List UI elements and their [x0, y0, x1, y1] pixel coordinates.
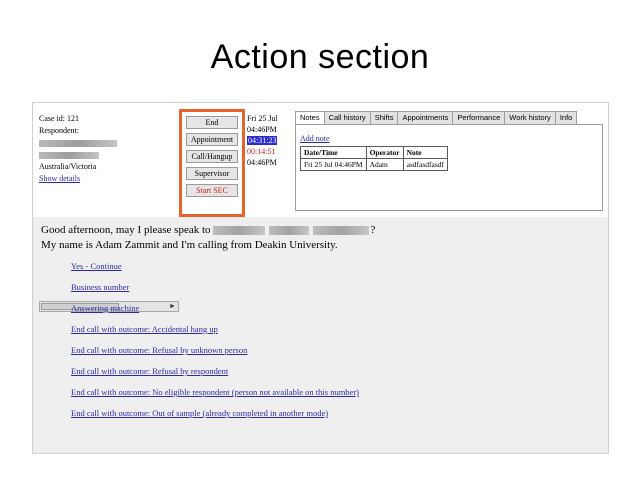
- script-line-1-prefix: Good afternoon, may I please speak to: [41, 224, 211, 236]
- tab-notes[interactable]: Notes: [295, 111, 325, 124]
- start-sec-button[interactable]: Start SEC: [186, 184, 238, 197]
- redacted-script-bar-1: [213, 226, 265, 235]
- call-hangup-button[interactable]: Call/Hangup: [186, 150, 238, 163]
- cell-operator: Adam: [366, 159, 403, 171]
- table-row[interactable]: [301, 159, 448, 171]
- timestamp-time: 04:46PM: [247, 125, 277, 134]
- cell-datetime: Fri 25 Jul 04:46PM: [301, 159, 367, 171]
- interview-script: [41, 223, 601, 253]
- tab-shifts[interactable]: Shifts: [370, 111, 399, 124]
- tab-appointments[interactable]: Appointments: [397, 111, 453, 124]
- notes-table: [300, 146, 448, 171]
- column-note: Note: [403, 147, 448, 159]
- link-out-of-sample[interactable]: End call with outcome: Out of sample (already completed in another mode): [71, 408, 329, 418]
- timestamp-elapsed: 00:14:51: [247, 147, 276, 156]
- script-line-2: My name is Adam Zammit and I'm calling from Deakin University.: [41, 239, 338, 251]
- timestamp-current: 04:46PM: [247, 158, 277, 167]
- scroll-right-arrow-icon[interactable]: ►: [169, 302, 176, 310]
- link-no-eligible-respondent[interactable]: End call with outcome: No eligible respondent (person not available on this number): [71, 387, 359, 397]
- respondent-label: Respondent:: [39, 126, 79, 135]
- tab-panel: [295, 111, 603, 211]
- case-info-block: [39, 113, 159, 185]
- redacted-script-bar-2: [269, 226, 309, 235]
- cell-note: asdfasdfasdf: [403, 159, 448, 171]
- action-section-box: [179, 109, 245, 217]
- redacted-name-bar: [39, 140, 117, 147]
- notes-tab-body: [295, 124, 603, 211]
- link-business-number[interactable]: Business number: [71, 282, 130, 292]
- add-note-link[interactable]: Add note: [300, 134, 330, 143]
- column-datetime: Date/Time: [301, 147, 367, 159]
- page-title: Action section: [210, 38, 430, 76]
- redacted-script-bar-3: [313, 226, 369, 235]
- link-answering-machine[interactable]: Answering machine: [71, 303, 140, 313]
- end-button[interactable]: End: [186, 116, 238, 129]
- case-id-label: Case id: 121: [39, 114, 79, 123]
- tab-call-history[interactable]: Call history: [324, 111, 371, 124]
- case-location: Australia/Victoria: [39, 162, 97, 171]
- link-yes-continue[interactable]: Yes - Continue: [71, 261, 122, 271]
- tab-performance[interactable]: Performance: [452, 111, 505, 124]
- tab-work-history[interactable]: Work history: [504, 111, 556, 124]
- show-details-link[interactable]: Show details: [39, 174, 81, 183]
- tab-row: [295, 111, 603, 124]
- timestamp-highlighted: 04:31:23: [248, 136, 277, 145]
- outcome-link-list: [71, 261, 591, 429]
- supervisor-button[interactable]: Supervisor: [186, 167, 238, 180]
- link-refusal-respondent[interactable]: End call with outcome: Refusal by respondent: [71, 366, 229, 376]
- link-refusal-unknown-person[interactable]: End call with outcome: Refusal by unknown person: [71, 345, 248, 355]
- timestamp-date: Fri 25 Jul: [247, 114, 278, 123]
- column-operator: Operator: [366, 147, 403, 159]
- script-line-1-suffix: ?: [370, 224, 376, 236]
- link-accidental-hangup[interactable]: End call with outcome: Accidental hang up: [71, 324, 218, 334]
- application-screenshot: [32, 102, 609, 454]
- table-header-row: [301, 147, 448, 159]
- tab-info[interactable]: Info: [555, 111, 578, 124]
- redacted-phone-bar: [39, 152, 99, 159]
- script-line-1: [41, 223, 601, 238]
- appointment-button[interactable]: Appointment: [186, 133, 238, 146]
- timestamp-column: [247, 113, 293, 168]
